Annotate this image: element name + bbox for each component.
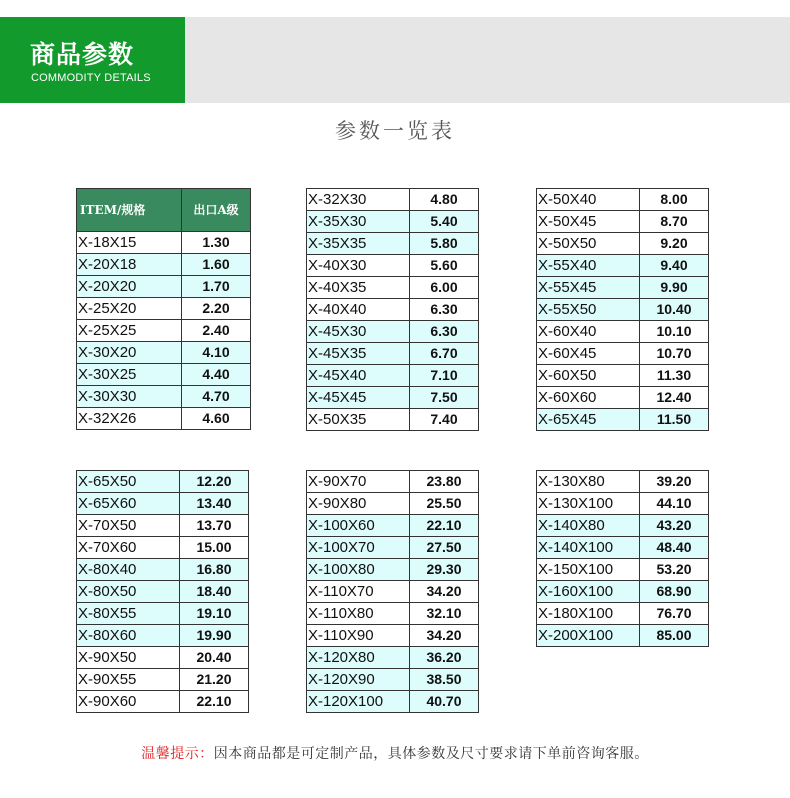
price-cell: 4.70 [182,386,251,408]
model-cell: X-30X20 [77,342,182,364]
table-row [77,493,249,515]
table-row [307,603,479,625]
price-cell: 85.00 [640,625,709,647]
model-cell: X-60X45 [537,343,640,365]
model-cell: X-40X40 [307,299,410,321]
table-row [307,365,479,387]
table-row [307,537,479,559]
section-subtitle: COMMODITY DETAILS [31,72,151,84]
price-cell: 11.30 [640,365,709,387]
model-cell: X-25X25 [77,320,182,342]
model-cell: X-120X80 [307,647,410,669]
table-row [77,408,251,430]
price-cell: 4.60 [182,408,251,430]
price-cell: 36.20 [410,647,479,669]
price-cell: 19.10 [180,603,249,625]
model-cell: X-55X45 [537,277,640,299]
price-cell: 8.70 [640,211,709,233]
model-cell: X-80X40 [77,559,180,581]
spec-table-5 [306,470,479,713]
price-cell: 12.40 [640,387,709,409]
price-cell: 10.70 [640,343,709,365]
model-cell: X-32X26 [77,408,182,430]
table-row [307,559,479,581]
table-row [537,625,709,647]
price-cell: 6.00 [410,277,479,299]
price-cell: 5.40 [410,211,479,233]
table-row [307,471,479,493]
price-cell: 7.50 [410,387,479,409]
spec-table-2 [306,188,479,431]
table-row [77,647,249,669]
table-row [307,277,479,299]
price-cell: 44.10 [640,493,709,515]
table-row [537,387,709,409]
price-cell: 12.20 [180,471,249,493]
model-cell: X-30X25 [77,364,182,386]
table-row [537,189,709,211]
header-price: 出口A级 [182,189,251,232]
price-cell: 18.40 [180,581,249,603]
price-cell: 5.60 [410,255,479,277]
price-cell: 8.00 [640,189,709,211]
table-row [77,298,251,320]
price-cell: 22.10 [410,515,479,537]
table-row [77,625,249,647]
table-row [307,625,479,647]
price-cell: 9.20 [640,233,709,255]
model-cell: X-50X35 [307,409,410,431]
table-row [77,515,249,537]
table-row [537,299,709,321]
model-cell: X-20X20 [77,276,182,298]
model-cell: X-80X55 [77,603,180,625]
model-cell: X-25X20 [77,298,182,320]
table-row [537,409,709,431]
price-cell: 7.10 [410,365,479,387]
model-cell: X-45X40 [307,365,410,387]
table-row [307,387,479,409]
model-cell: X-32X30 [307,189,410,211]
price-cell: 16.80 [180,559,249,581]
notice-label: 温馨提示： [141,746,214,762]
price-cell: 2.40 [182,320,251,342]
model-cell: X-35X35 [307,233,410,255]
model-cell: X-90X80 [307,493,410,515]
table-row [77,537,249,559]
table-row [77,232,251,254]
model-cell: X-110X80 [307,603,410,625]
model-cell: X-120X90 [307,669,410,691]
price-cell: 39.20 [640,471,709,493]
table-row [537,581,709,603]
table-row [77,559,249,581]
table-row [307,321,479,343]
table-row [537,603,709,625]
model-cell: X-55X50 [537,299,640,321]
price-cell: 6.30 [410,321,479,343]
price-cell: 6.70 [410,343,479,365]
price-cell: 21.20 [180,669,249,691]
notice-text: 因本商品都是可定制产品，具体参数及尺寸要求请下单前咨询客服。 [213,746,649,762]
model-cell: X-35X30 [307,211,410,233]
table-row [77,364,251,386]
price-cell: 1.30 [182,232,251,254]
model-cell: X-50X45 [537,211,640,233]
price-cell: 13.70 [180,515,249,537]
model-cell: X-70X50 [77,515,180,537]
table-row [537,471,709,493]
table-row [537,255,709,277]
price-cell: 29.30 [410,559,479,581]
table-row [537,211,709,233]
model-cell: X-100X80 [307,559,410,581]
model-cell: X-20X18 [77,254,182,276]
model-cell: X-70X60 [77,537,180,559]
table-row [537,559,709,581]
spec-table-6 [536,470,709,647]
table-row [77,386,251,408]
model-cell: X-55X40 [537,255,640,277]
model-cell: X-45X30 [307,321,410,343]
price-cell: 68.90 [640,581,709,603]
table-row [307,211,479,233]
table-row [537,233,709,255]
price-cell: 6.30 [410,299,479,321]
table-row [307,299,479,321]
price-cell: 27.50 [410,537,479,559]
table-row [77,691,249,713]
price-cell: 2.20 [182,298,251,320]
price-cell: 20.40 [180,647,249,669]
price-cell: 32.10 [410,603,479,625]
table-row [77,342,251,364]
model-cell: X-50X50 [537,233,640,255]
table-header-row [77,189,251,232]
table-row [537,515,709,537]
model-cell: X-65X50 [77,471,180,493]
price-cell: 11.50 [640,409,709,431]
model-cell: X-80X50 [77,581,180,603]
model-cell: X-50X40 [537,189,640,211]
price-cell: 4.10 [182,342,251,364]
price-cell: 15.00 [180,537,249,559]
price-cell: 4.80 [410,189,479,211]
price-cell: 10.10 [640,321,709,343]
table-row [307,189,479,211]
model-cell: X-65X45 [537,409,640,431]
price-cell: 48.40 [640,537,709,559]
table-row [307,409,479,431]
table-row [307,691,479,713]
price-cell: 13.40 [180,493,249,515]
model-cell: X-40X30 [307,255,410,277]
table-row [77,581,249,603]
price-cell: 34.20 [410,581,479,603]
model-cell: X-120X100 [307,691,410,713]
table-row [307,515,479,537]
table-row [307,493,479,515]
table-row [77,320,251,342]
model-cell: X-130X100 [537,493,640,515]
model-cell: X-80X60 [77,625,180,647]
model-cell: X-100X60 [307,515,410,537]
price-cell: 22.10 [180,691,249,713]
model-cell: X-45X45 [307,387,410,409]
price-cell: 38.50 [410,669,479,691]
price-cell: 34.20 [410,625,479,647]
model-cell: X-60X50 [537,365,640,387]
model-cell: X-90X50 [77,647,180,669]
table-row [537,277,709,299]
price-cell: 9.90 [640,277,709,299]
model-cell: X-180X100 [537,603,640,625]
model-cell: X-65X60 [77,493,180,515]
model-cell: X-40X35 [307,277,410,299]
price-cell: 7.40 [410,409,479,431]
spec-table-3 [536,188,709,431]
table-row [77,669,249,691]
price-cell: 23.80 [410,471,479,493]
table-row [77,471,249,493]
table-row [537,343,709,365]
model-cell: X-90X55 [77,669,180,691]
table-row [77,254,251,276]
spec-table-1 [76,188,251,430]
price-cell: 4.40 [182,364,251,386]
model-cell: X-140X80 [537,515,640,537]
title-box [0,17,185,103]
table-row [307,343,479,365]
model-cell: X-60X40 [537,321,640,343]
table-row [307,233,479,255]
page-heading: 参数一览表 [335,119,455,143]
price-cell: 9.40 [640,255,709,277]
model-cell: X-200X100 [537,625,640,647]
table-row [307,581,479,603]
section-title: 商品参数 [30,40,135,69]
table-row [537,493,709,515]
model-cell: X-110X90 [307,625,410,647]
model-cell: X-18X15 [77,232,182,254]
model-cell: X-110X70 [307,581,410,603]
price-cell: 1.60 [182,254,251,276]
price-cell: 19.90 [180,625,249,647]
price-cell: 76.70 [640,603,709,625]
model-cell: X-160X100 [537,581,640,603]
model-cell: X-45X35 [307,343,410,365]
table-row [307,647,479,669]
price-cell: 25.50 [410,493,479,515]
table-row [537,321,709,343]
model-cell: X-30X30 [77,386,182,408]
model-cell: X-140X100 [537,537,640,559]
price-cell: 43.20 [640,515,709,537]
model-cell: X-60X60 [537,387,640,409]
model-cell: X-150X100 [537,559,640,581]
notice [0,743,790,763]
model-cell: X-100X70 [307,537,410,559]
price-cell: 40.70 [410,691,479,713]
price-cell: 5.80 [410,233,479,255]
model-cell: X-90X60 [77,691,180,713]
price-cell: 10.40 [640,299,709,321]
header-model: ITEM/规格 [77,189,182,232]
table-row [77,603,249,625]
table-row [77,276,251,298]
table-row [307,255,479,277]
model-cell: X-90X70 [307,471,410,493]
model-cell: X-130X80 [537,471,640,493]
table-row [307,669,479,691]
price-cell: 53.20 [640,559,709,581]
spec-table-4 [76,470,249,713]
table-row [537,537,709,559]
table-row [537,365,709,387]
price-cell: 1.70 [182,276,251,298]
